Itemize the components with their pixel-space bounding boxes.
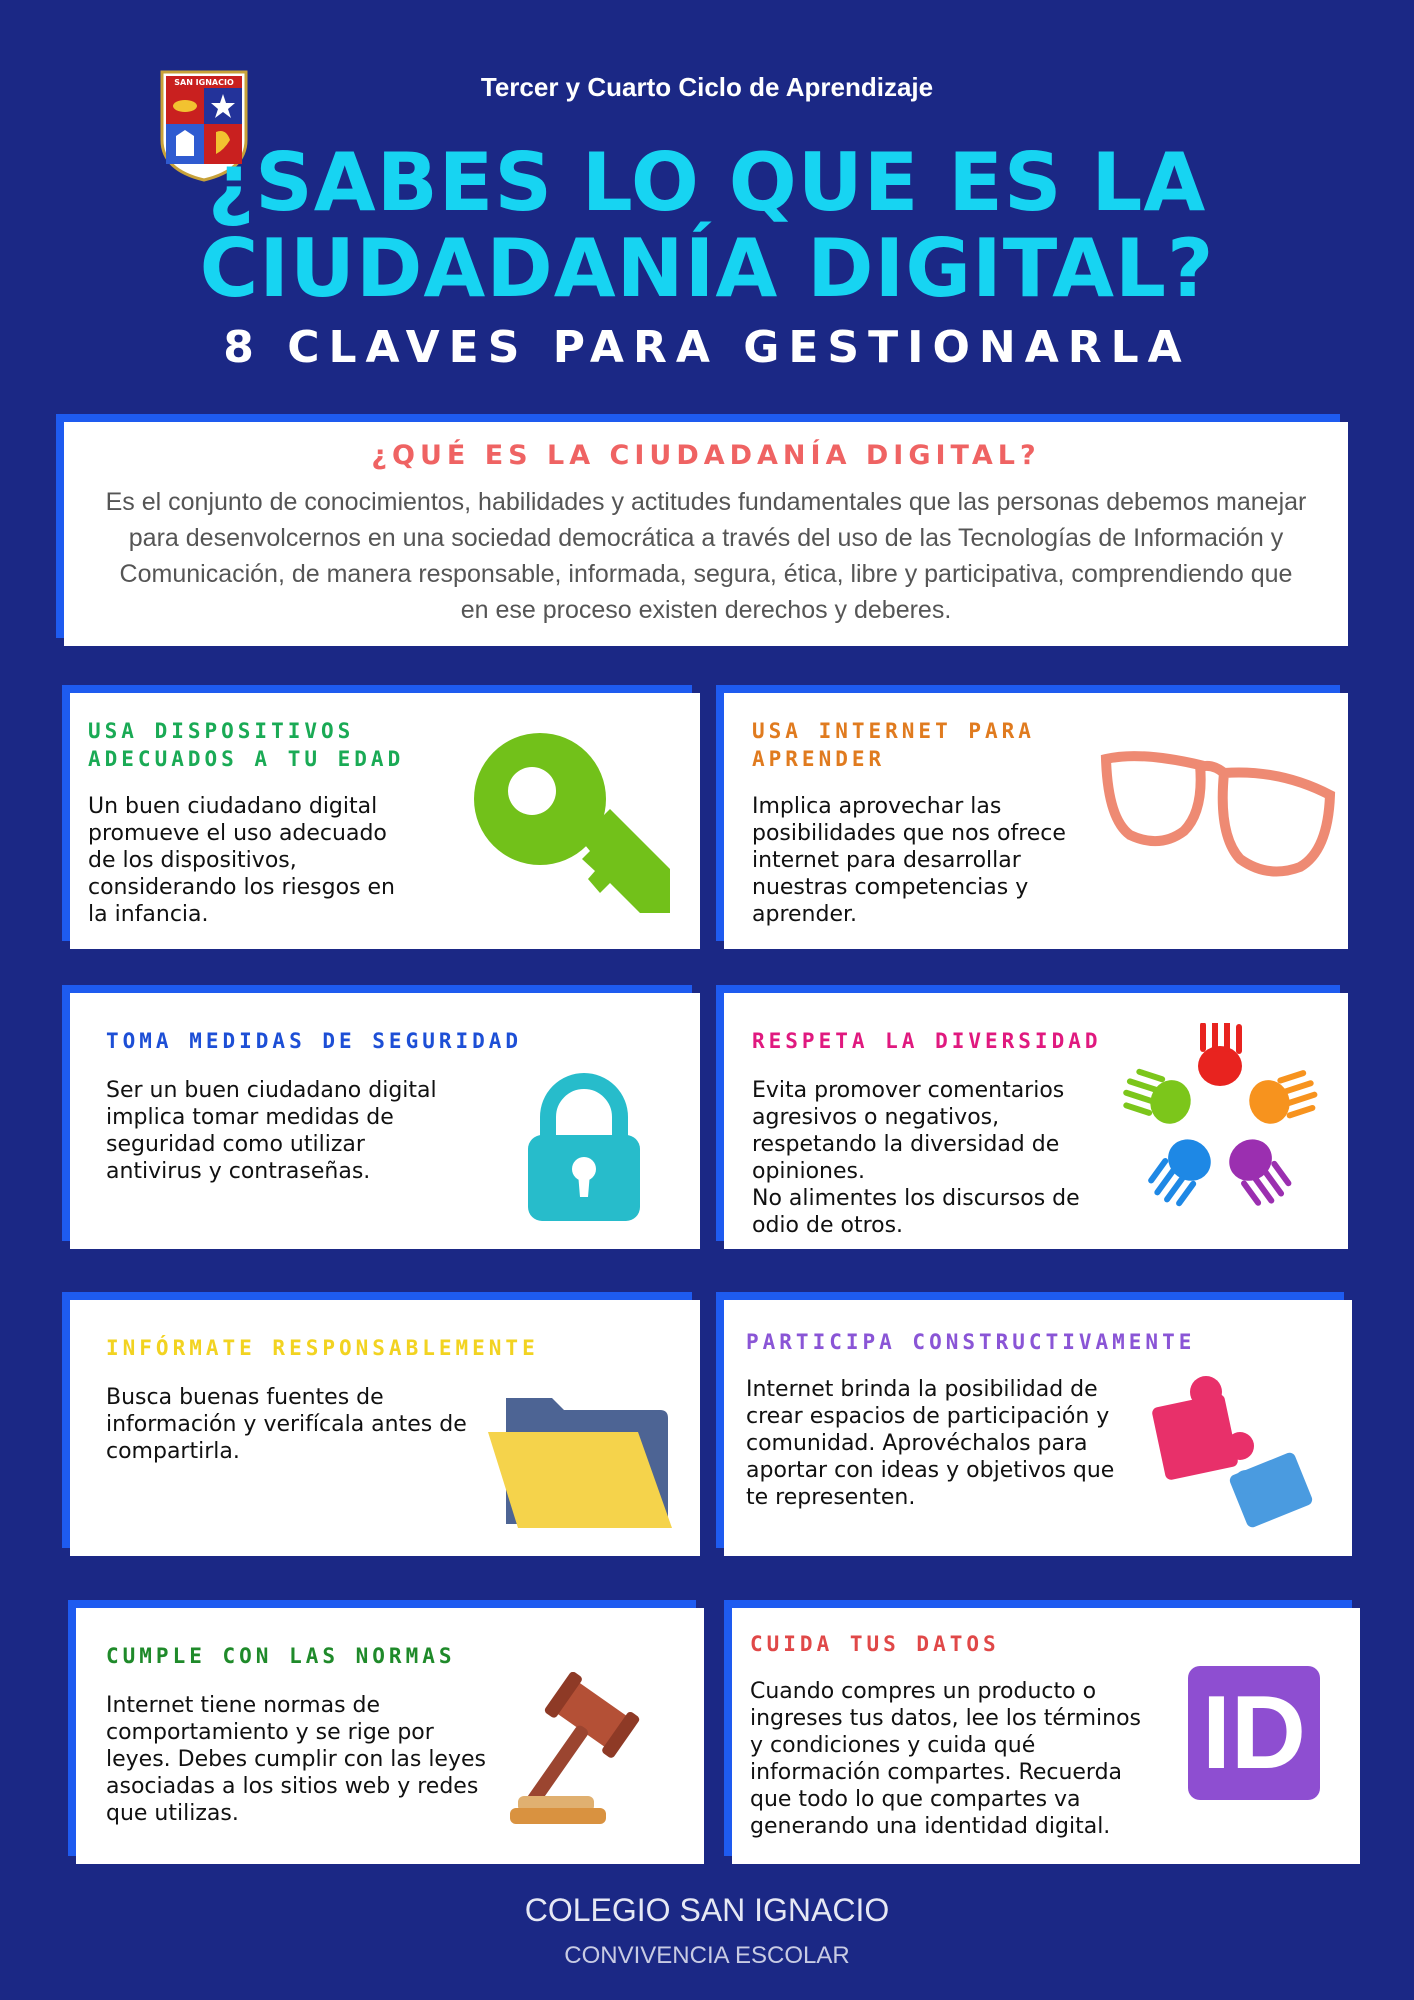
intro-body: Es el conjunto de conocimientos, habilidades y actitudes fundamentales que las personas debemos manejar para desenvolcernos en una sociedad democrática a través del uso de las Tecnologías de Información y Comunicación, de manera responsable, informada, segura, ética, libre y participativa, comprendiendo que en ese proceso existen derechos y deberes. <box>105 488 1307 624</box>
key-text-internet: Implica aprovechar las posibilidades que nos ofrece internet para desarrollar nuestras competencias y aprender. <box>752 794 1066 927</box>
glasses-icon <box>1100 751 1336 881</box>
key-title-security: TOMA MEDIDAS DE SEGURIDAD <box>106 1029 523 1053</box>
intro-heading: ¿QUÉ ES LA CIUDADANÍA DIGITAL? <box>371 440 1041 471</box>
key-text-security: Ser un buen ciudadano digital implica tomar medidas de seguridad como utilizar antivirus y contraseñas. <box>106 1078 437 1184</box>
key-text-data: Cuando compres un producto o ingreses tus datos, lee los términos y condiciones y cuida qué información compartes. Recuerda que todo lo que compartes va generando una identidad digital. <box>750 1679 1142 1839</box>
key-text-participate: Internet brinda la posibilidad de crear espacios de participación y comunidad. Aprovéchalos para aportar con ideas y objetivos que te representen. <box>746 1377 1115 1510</box>
page-title <box>0 136 1414 315</box>
key-text-rules: Internet tiene normas de comportamiento y se rige por leyes. Debes cumplir con las leyes asociadas a los sitios web y redes que utilizas. <box>106 1693 486 1826</box>
padlock-icon <box>526 1073 642 1223</box>
colorful-hands-icon <box>1120 1023 1320 1213</box>
key-text-devices: Un buen ciudadano digital promueve el uso adecuado de los dispositivos, considerando los riesgos en la infancia. <box>88 794 396 927</box>
gavel-icon <box>510 1672 686 1832</box>
key-card-devices <box>70 693 700 949</box>
key-text-inform: Busca buenas fuentes de información y verifícala antes de compartirla. <box>106 1385 467 1464</box>
key-title-participate: PARTICIPA CONSTRUCTIVAMENTE <box>746 1330 1196 1354</box>
key-card-security <box>70 993 700 1249</box>
key-title-devices: USA DISPOSITIVOS ADECUADOS A TU EDAD <box>88 719 405 771</box>
key-title-internet: USA INTERNET PARA APRENDER <box>752 719 1035 771</box>
title-line-2: CIUDADANÍA DIGITAL? <box>199 222 1215 315</box>
key-card-diversity <box>724 993 1348 1249</box>
key-title-inform: INFÓRMATE RESPONSABLEMENTE <box>106 1336 539 1360</box>
key-title-rules: CUMPLE CON LAS NORMAS <box>106 1644 456 1668</box>
key-card-internet <box>724 693 1348 949</box>
key-card-participate <box>724 1300 1352 1556</box>
title-subheading: 8 CLAVES PARA GESTIONARLA <box>223 322 1191 373</box>
key-card-data <box>732 1608 1360 1864</box>
key-icon <box>470 729 670 919</box>
id-badge-icon: ID <box>1188 1666 1320 1800</box>
intro-card <box>64 422 1348 646</box>
footer-school-name: COLEGIO SAN IGNACIO <box>524 1892 890 1928</box>
key-card-rules <box>76 1608 704 1864</box>
folder-icon <box>488 1394 672 1532</box>
crest-text: SAN IGNACIO <box>174 78 234 87</box>
subtitle: Tercer y Cuarto Ciclo de Aprendizaje <box>480 72 934 102</box>
key-title-diversity: RESPETA LA DIVERSIDAD <box>752 1029 1102 1053</box>
key-text-diversity: Evita promover comentarios agresivos o negativos, respetando la diversidad de opiniones. No alimentes los discursos de odio de otros. <box>752 1078 1080 1238</box>
title-line-1: ¿SABES LO QUE ES LA <box>207 136 1207 229</box>
footer-department: CONVIVENCIA ESCOLAR <box>564 1942 850 1969</box>
puzzle-pieces-icon <box>1148 1370 1324 1530</box>
key-title-data: CUIDA TUS DATOS <box>750 1632 1000 1656</box>
key-card-inform <box>70 1300 700 1556</box>
